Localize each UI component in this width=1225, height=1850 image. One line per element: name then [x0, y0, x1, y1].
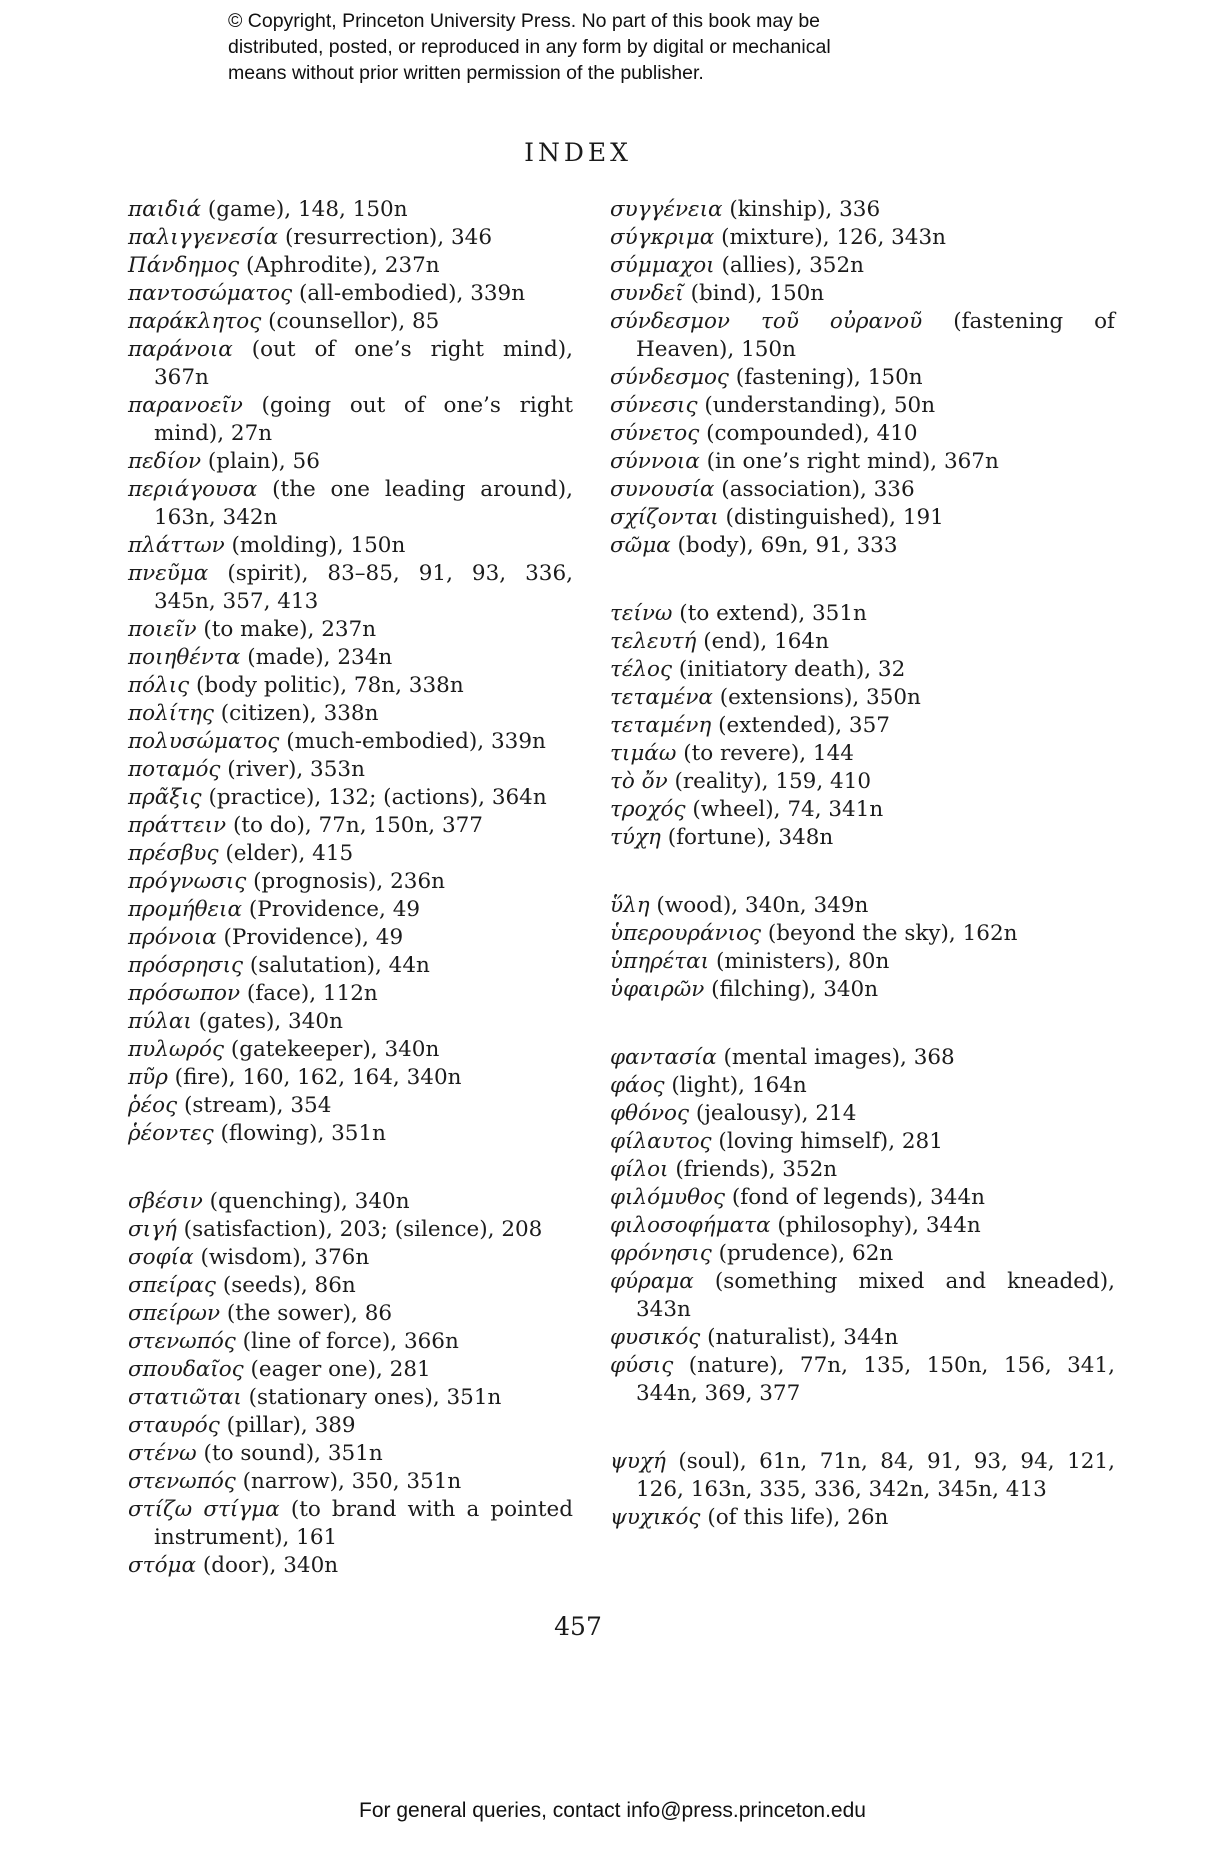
entry-gloss-and-locators: (made), 234n	[240, 645, 393, 670]
entry-gloss-and-locators: (stream), 354	[177, 1093, 332, 1118]
entry-gloss-and-locators: (to brand with a pointed instrument), 161	[154, 1497, 573, 1550]
entry-gloss-and-locators: (gatekeeper), 340n	[223, 1037, 440, 1062]
greek-term: τελευτή	[610, 629, 697, 654]
index-entry	[610, 1156, 1115, 1184]
entry-gloss-and-locators: (going out of one’s right mind), 27n	[154, 393, 573, 446]
index-entry	[610, 656, 1115, 684]
greek-term: πλάττων	[128, 533, 225, 558]
index-entry	[610, 504, 1115, 532]
index-entry	[128, 1300, 573, 1328]
index-entry	[128, 280, 573, 308]
entry-gloss-and-locators: (all-embodied), 339n	[292, 281, 526, 306]
entry-gloss-and-locators: (fire), 160, 162, 164, 340n	[167, 1065, 462, 1090]
entry-gloss-and-locators: (Aphrodite), 237n	[239, 253, 440, 278]
greek-term: πνεῦμα	[128, 561, 209, 586]
greek-term: τέλος	[610, 657, 673, 682]
greek-term: σύνετος	[610, 421, 700, 446]
greek-term: πεδίον	[128, 449, 202, 474]
index-entry	[610, 1184, 1115, 1212]
index-entry	[610, 1504, 1115, 1532]
greek-term: φύσις	[610, 1353, 674, 1378]
greek-term: ὑπερουράνιος	[610, 921, 762, 946]
index-entry	[128, 1244, 573, 1272]
index-entry	[128, 812, 573, 840]
entry-gloss-and-locators: (to sound), 351n	[196, 1441, 383, 1466]
greek-term: παντοσώματος	[128, 281, 293, 306]
index-entry	[610, 1352, 1115, 1408]
entry-gloss-and-locators: (to do), 77n, 150n, 377	[226, 813, 483, 838]
entry-gloss-and-locators: (extensions), 350n	[712, 685, 921, 710]
entry-gloss-and-locators: (satisfaction), 203; (silence), 208	[176, 1217, 543, 1242]
entry-gloss-and-locators: (wisdom), 376n	[193, 1245, 370, 1270]
index-entry	[128, 1120, 573, 1148]
index-entry	[128, 980, 573, 1008]
greek-term: τεταμένη	[610, 713, 712, 738]
entry-gloss-and-locators: (allies), 352n	[714, 253, 864, 278]
index-entry	[128, 700, 573, 728]
entry-gloss-and-locators: (soul), 61n, 71n, 84, 91, 93, 94, 121, 126, 163n, 335, 336, 342n, 345n, 413	[636, 1449, 1115, 1502]
entry-gloss-and-locators: (of this life), 26n	[700, 1505, 889, 1530]
index-entry	[610, 1212, 1115, 1240]
index-entry	[128, 532, 573, 560]
entry-gloss-and-locators: (compounded), 410	[699, 421, 918, 446]
entry-gloss-and-locators: (stationary ones), 351n	[241, 1385, 502, 1410]
entry-gloss-and-locators: (Providence), 49	[216, 925, 404, 950]
index-entry	[128, 476, 573, 532]
index-entry	[128, 616, 573, 644]
index-entry	[128, 392, 573, 448]
greek-term: προμήθεια	[128, 897, 242, 922]
entry-gloss-and-locators: (gates), 340n	[191, 1009, 343, 1034]
index-entry	[128, 1468, 573, 1496]
entry-gloss-and-locators: (understanding), 50n	[697, 393, 936, 418]
greek-term: φύραμα	[610, 1269, 694, 1294]
index-entry	[128, 784, 573, 812]
greek-term: ψυχή	[610, 1449, 666, 1474]
index-entry	[128, 1356, 573, 1384]
index-entry	[128, 756, 573, 784]
index-entry	[610, 684, 1115, 712]
greek-term: πρᾶξις	[128, 785, 202, 810]
entry-gloss-and-locators: (mixture), 126, 343n	[714, 225, 947, 250]
greek-term: στατιῶται	[128, 1385, 242, 1410]
entry-gloss-and-locators: (distinguished), 191	[718, 505, 944, 530]
index-entry	[128, 728, 573, 756]
index-entry	[128, 1188, 573, 1216]
greek-term: παλιγγενεσία	[128, 225, 279, 250]
greek-term: ποιηθέντα	[128, 645, 241, 670]
index-entry	[128, 448, 573, 476]
index-entry	[610, 920, 1115, 948]
index-entry	[128, 1440, 573, 1468]
entry-gloss-and-locators: (kinship), 336	[722, 197, 881, 222]
page-title: INDEX	[524, 138, 632, 167]
entry-gloss-and-locators: (body politic), 78n, 338n	[189, 673, 464, 698]
index-entry	[128, 336, 573, 392]
index-entry	[128, 1412, 573, 1440]
greek-term: πρόσρησις	[128, 953, 244, 978]
greek-term: τεταμένα	[610, 685, 713, 710]
index-entry	[128, 1384, 573, 1412]
greek-term: τιμάω	[610, 741, 677, 766]
greek-term: πράττειν	[128, 813, 227, 838]
index-entry	[128, 1064, 573, 1092]
entry-gloss-and-locators: (quenching), 340n	[202, 1189, 410, 1214]
entry-gloss-and-locators: (jealousy), 214	[689, 1101, 857, 1126]
index-entry	[128, 840, 573, 868]
greek-term: τείνω	[610, 601, 673, 626]
index-entry	[128, 1092, 573, 1120]
greek-term: σιγή	[128, 1217, 177, 1242]
index-entry	[610, 252, 1115, 280]
entry-gloss-and-locators: (to revere), 144	[676, 741, 854, 766]
entry-gloss-and-locators: (pillar), 389	[219, 1413, 356, 1438]
index-entry	[610, 1240, 1115, 1268]
greek-term: φιλοσοφήματα	[610, 1213, 771, 1238]
index-entry	[128, 1272, 573, 1300]
greek-term: ψυχικός	[610, 1505, 701, 1530]
entry-gloss-and-locators: (narrow), 350, 351n	[235, 1469, 462, 1494]
index-entry	[610, 892, 1115, 920]
index-entry	[610, 224, 1115, 252]
greek-term: ὑπηρέται	[610, 949, 710, 974]
greek-term: ῥέοντες	[128, 1121, 214, 1146]
greek-term: πύλαι	[128, 1009, 192, 1034]
index-entry	[128, 224, 573, 252]
greek-term: τὸ ὄν	[610, 769, 668, 794]
greek-term: ῥέος	[128, 1093, 178, 1118]
entry-gloss-and-locators: (line of force), 366n	[235, 1329, 459, 1354]
index-entry	[128, 196, 573, 224]
greek-term: φίλοι	[610, 1157, 669, 1182]
greek-term: σύννοια	[610, 449, 700, 474]
index-entry	[610, 600, 1115, 628]
index-column-left	[128, 196, 573, 1580]
entry-gloss-and-locators: (game), 148, 150n	[200, 197, 408, 222]
copyright-notice	[228, 8, 831, 86]
greek-term: παιδιά	[128, 197, 201, 222]
greek-term: φυσικός	[610, 1325, 701, 1350]
index-entry	[610, 308, 1115, 364]
index-entry	[610, 712, 1115, 740]
entry-gloss-and-locators: (prognosis), 236n	[246, 869, 445, 894]
index-entry	[610, 476, 1115, 504]
index-entry	[128, 1328, 573, 1356]
entry-gloss-and-locators: (to extend), 351n	[672, 601, 867, 626]
greek-term: σπείρας	[128, 1273, 216, 1298]
greek-term: στενωπός	[128, 1469, 236, 1494]
greek-term: πολυσώματος	[128, 729, 280, 754]
index-entry	[128, 896, 573, 924]
entry-gloss-and-locators: (end), 164n	[696, 629, 829, 654]
index-entry	[128, 1036, 573, 1064]
entry-gloss-and-locators: (extended), 357	[711, 713, 890, 738]
index-entry	[128, 924, 573, 952]
index-entry	[610, 1128, 1115, 1156]
entry-gloss-and-locators: (wood), 340n, 349n	[649, 893, 869, 918]
index-entry	[610, 1072, 1115, 1100]
index-entry	[128, 1008, 573, 1036]
greek-term: σβέσιν	[128, 1189, 203, 1214]
greek-term: ποιεῖν	[128, 617, 197, 642]
entry-gloss-and-locators: (nature), 77n, 135, 150n, 156, 341, 344n, 369, 377	[636, 1353, 1115, 1406]
entry-gloss-and-locators: (face), 112n	[240, 981, 378, 1006]
index-entry	[610, 768, 1115, 796]
index-entry	[610, 948, 1115, 976]
greek-term: πρόσωπον	[128, 981, 241, 1006]
entry-gloss-and-locators: (flowing), 351n	[213, 1121, 387, 1146]
index-entry	[128, 560, 573, 616]
index-entry	[610, 1100, 1115, 1128]
greek-term: πῦρ	[128, 1065, 168, 1090]
greek-term: περιάγουσα	[128, 477, 258, 502]
greek-term: στένω	[128, 1441, 197, 1466]
entry-gloss-and-locators: (body), 69n, 91, 333	[670, 533, 898, 558]
entry-gloss-and-locators: (fastening), 150n	[728, 365, 923, 390]
greek-term: σπουδαῖος	[128, 1357, 244, 1382]
entry-gloss-and-locators: (philosophy), 344n	[770, 1213, 981, 1238]
entry-gloss-and-locators: (ministers), 80n	[709, 949, 890, 974]
greek-term: συνδεῖ	[610, 281, 684, 306]
greek-term: συγγένεια	[610, 197, 723, 222]
index-entry	[128, 308, 573, 336]
copyright-line: distributed, posted, or reproduced in any form by digital or mechanical	[228, 36, 831, 58]
entry-gloss-and-locators: (loving himself), 281	[711, 1129, 943, 1154]
entry-gloss-and-locators: (seeds), 86n	[215, 1273, 356, 1298]
greek-term: σύνεσις	[610, 393, 698, 418]
entry-gloss-and-locators: (molding), 150n	[224, 533, 406, 558]
greek-term: παράκλητος	[128, 309, 262, 334]
greek-term: φίλαυτος	[610, 1129, 712, 1154]
entry-gloss-and-locators: (filching), 340n	[704, 977, 879, 1002]
entry-gloss-and-locators: (bind), 150n	[683, 281, 825, 306]
entry-gloss-and-locators: (counsellor), 85	[261, 309, 440, 334]
index-entry	[610, 196, 1115, 224]
index-entry	[128, 644, 573, 672]
greek-term: ὕλη	[610, 893, 650, 918]
greek-term: φρόνησις	[610, 1241, 712, 1266]
index-entry	[610, 1044, 1115, 1072]
greek-term: Πάνδημος	[128, 253, 240, 278]
greek-term: ποταμός	[128, 757, 221, 782]
entry-gloss-and-locators: (river), 353n	[220, 757, 365, 782]
entry-gloss-and-locators: (beyond the sky), 162n	[761, 921, 1018, 946]
index-entry	[128, 868, 573, 896]
entry-gloss-and-locators: (in one’s right mind), 367n	[699, 449, 999, 474]
entry-gloss-and-locators: (friends), 352n	[668, 1157, 838, 1182]
greek-term: σταυρός	[128, 1413, 220, 1438]
entry-gloss-and-locators: (plain), 56	[201, 449, 320, 474]
index-entry	[128, 252, 573, 280]
entry-gloss-and-locators: (Providence, 49	[242, 897, 421, 922]
greek-term: πρέσβυς	[128, 841, 219, 866]
greek-term: σχίζονται	[610, 505, 719, 530]
entry-gloss-and-locators: (prudence), 62n	[711, 1241, 894, 1266]
greek-term: στίζω στίγμα	[128, 1497, 280, 1522]
index-entry	[128, 672, 573, 700]
index-entry	[610, 392, 1115, 420]
copyright-line: means without prior written permission of the publisher.	[228, 62, 704, 84]
entry-gloss-and-locators: (fastening of Heaven), 150n	[636, 309, 1116, 362]
greek-term: σύμμαχοι	[610, 253, 715, 278]
greek-term: φάος	[610, 1073, 665, 1098]
greek-term: σύνδεσμος	[610, 365, 729, 390]
index-entry	[610, 740, 1115, 768]
greek-term: πόλις	[128, 673, 190, 698]
entry-gloss-and-locators: (practice), 132; (actions), 364n	[201, 785, 547, 810]
entry-gloss-and-locators: (light), 164n	[664, 1073, 807, 1098]
index-entry	[610, 976, 1115, 1004]
entry-gloss-and-locators: (mental images), 368	[716, 1045, 955, 1070]
page-number: 457	[554, 1612, 602, 1641]
entry-gloss-and-locators: (reality), 159, 410	[667, 769, 872, 794]
greek-term: παράνοια	[128, 337, 233, 362]
index-entry	[610, 420, 1115, 448]
greek-term: πυλωρός	[128, 1037, 224, 1062]
index-entry	[610, 1268, 1115, 1324]
greek-term: τύχη	[610, 825, 661, 850]
entry-gloss-and-locators: (out of one’s right mind), 367n	[154, 337, 573, 390]
entry-gloss-and-locators: (initiatory death), 32	[672, 657, 906, 682]
index-entry	[610, 448, 1115, 476]
index-entry	[610, 1448, 1115, 1504]
entry-gloss-and-locators: (door), 340n	[196, 1553, 339, 1578]
index-entry	[128, 1496, 573, 1552]
index-entry	[610, 796, 1115, 824]
entry-gloss-and-locators: (fond of legends), 344n	[725, 1185, 986, 1210]
greek-term: στενωπός	[128, 1329, 236, 1354]
greek-term: πολίτης	[128, 701, 214, 726]
index-entry	[610, 532, 1115, 560]
index-column-right	[610, 196, 1115, 1532]
greek-term: παρανοεῖν	[128, 393, 243, 418]
entry-gloss-and-locators: (spirit), 83–85, 91, 93, 336, 345n, 357, 413	[154, 561, 573, 614]
index-entry	[610, 280, 1115, 308]
greek-term: τροχός	[610, 797, 686, 822]
greek-term: φιλόμυθος	[610, 1185, 726, 1210]
index-entry	[610, 1324, 1115, 1352]
entry-gloss-and-locators: (something mixed and kneaded), 343n	[636, 1269, 1115, 1322]
index-entry	[610, 364, 1115, 392]
entry-gloss-and-locators: (fortune), 348n	[660, 825, 834, 850]
entry-gloss-and-locators: (the sower), 86	[220, 1301, 393, 1326]
index-entry	[128, 1216, 573, 1244]
greek-term: συνουσία	[610, 477, 715, 502]
entry-gloss-and-locators: (eager one), 281	[243, 1357, 431, 1382]
greek-term: πρόνοια	[128, 925, 217, 950]
entry-gloss-and-locators: (the one leading around), 163n, 342n	[154, 477, 573, 530]
greek-term: σῶμα	[610, 533, 671, 558]
greek-term: σοφία	[128, 1245, 194, 1270]
greek-term: πρόγνωσις	[128, 869, 247, 894]
greek-term: σύνδεσμον τοῦ οὐρανοῦ	[610, 309, 923, 334]
greek-term: ὑφαιρῶν	[610, 977, 705, 1002]
entry-gloss-and-locators: (association), 336	[714, 477, 915, 502]
entry-gloss-and-locators: (to make), 237n	[196, 617, 377, 642]
entry-gloss-and-locators: (wheel), 74, 341n	[685, 797, 884, 822]
entry-gloss-and-locators: (elder), 415	[218, 841, 354, 866]
index-entry	[128, 1552, 573, 1580]
index-entry	[128, 952, 573, 980]
entry-gloss-and-locators: (citizen), 338n	[213, 701, 379, 726]
greek-term: φθόνος	[610, 1101, 689, 1126]
entry-gloss-and-locators: (much-embodied), 339n	[279, 729, 546, 754]
copyright-line: © Copyright, Princeton University Press. No part of this book may be	[228, 10, 821, 32]
greek-term: σπείρων	[128, 1301, 221, 1326]
greek-term: σύγκριμα	[610, 225, 715, 250]
entry-gloss-and-locators: (naturalist), 344n	[700, 1325, 899, 1350]
entry-gloss-and-locators: (salutation), 44n	[243, 953, 430, 978]
entry-gloss-and-locators: (resurrection), 346	[278, 225, 493, 250]
index-entry	[610, 824, 1115, 852]
greek-term: φαντασία	[610, 1045, 717, 1070]
footer-contact: For general queries, contact info@press.princeton.edu	[359, 1799, 866, 1822]
greek-term: στόμα	[128, 1553, 197, 1578]
index-entry	[610, 628, 1115, 656]
